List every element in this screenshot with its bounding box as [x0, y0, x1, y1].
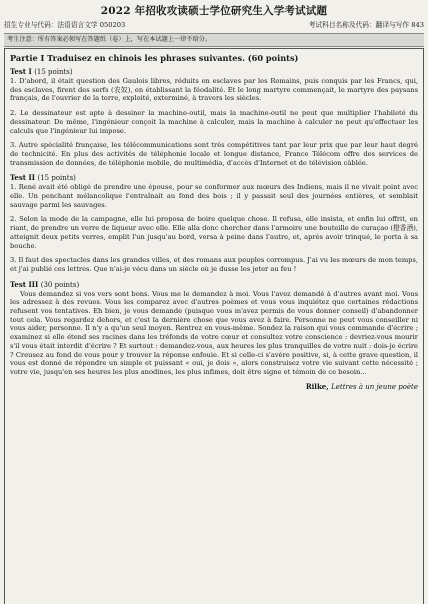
exam-meta [4, 19, 424, 29]
test-points: (15 points) [34, 68, 73, 76]
passage: 2. Le dessinateur est apte à dessiner la machine-outil, mais la machine-outil ne peut que multiplier l'habileté du dessinateur. De même, l'ingénieur conçoit la machine à calculer, mais la machine à calculer ne peut qu'effectuer les calculs que l'ingénieur lui impose. [10, 109, 418, 135]
test-heading [10, 280, 418, 290]
exam-title: 2022 年招收攻读硕士学位研究生入学考试试题 [100, 5, 328, 17]
passage: 3. Autre spécialité française, les télécommunications sont très compétitives tant par leur prix que par leur haut degré de technicité. En plus des activités de téléphonie locale et longue distance, France Télécom offre des services de transmission de données, de téléphonie mobile, de multimédia, d'accès d'Internet et de télévision câblée. [10, 141, 418, 167]
source-book: Lettres à un jeune poète [331, 382, 418, 391]
exam-content [4, 48, 424, 604]
subject-label: 考试科目名称及代码：翻译与写作 843 [308, 21, 424, 29]
test-heading [10, 173, 418, 183]
passage: 3. Il faut des spectacles dans les grandes villes, et des romans aux peuples corrompus. J'ai vu les mœurs de mon temps, et j'ai publié ces lettres. Que n'ai-je vécu dans un siècle où je dusse les jeter au feu ! [10, 256, 418, 273]
passage: 2. Selon la mode de la campagne, elle lui proposa de boire quelque chose. Il refusa, elle insista, et enfin lui offrit, en riant, de prendre un verre de liqueur avec elle. Elle alla donc chercher dans l'armoire une bouteille de curaçao (橙香酒), atteignit deux petits verres, emplit l'un jusqu'au bord, versa à peine dans l'autre, et, après avoir trinqué, le porta à sa bouche. [10, 215, 418, 250]
passage: 1. René avait été obligé de prendre une épouse, pour se conformer aux mœurs des Indiens, mais il ne vivait point avec elle. Un penchant mélancolique l'entraînait au fond des bois ; il y passait seul des journées entières, et semblait sauvage parmi les sauvages. [10, 183, 418, 209]
test-title: Test II [10, 173, 36, 183]
test-title: Test I [10, 67, 32, 76]
test-points: (15 points) [37, 174, 76, 183]
source-attribution [10, 383, 418, 392]
candidate-notice: 考生注意：所有答案必须写在答题纸（卷）上，写在本试题上一律不给分。 [4, 33, 424, 47]
source-author: Rilke, [305, 381, 329, 391]
part-title: Partie I Traduisez en chinois les phrases suivantes. (60 points) [10, 53, 299, 63]
test-title: Test III [10, 279, 39, 289]
passage: Vous demandez si vos vers sont bons. Vous me le demandez à moi. Vous l'avez demandé à d'autres avant moi. Vous les adressez à des revues. Vous les comparez avec d'autres poèmes et vous vous inquiétez que certaines rédactions refusent vos tentatives. Eh bien, je vous demande (puisque vous m'avez permis de vous donner conseil) d'abandonner tout cela. Vous regardez dehors, et c'est la dernière chose que vous avez à faire. Personne ne peut vous conseiller ni vous aider, personne. Il n'y a qu'un seul moyen. Rentrez en vous-même. Sondez la raison qui vous commande d'écrire ; examinez si elle étend ses racines dans les tréfonds de votre cœur et consultez votre conscience : devriez-vous mourir s'il vous était interdit d'écrire ? Et surtout : demandez-vous, aux heures les plus tranquilles de votre nuit : dois-je écrire ? Creusez au fond de vous pour y trouver la réponse enfouie. Et si celle-ci s'avère positive, si, à cette grave question, il vous est donné de répondre un simple et puissant « oui, je dois », alors construisez votre vie suivant cette nécessité ; votre vie, jusqu'en ses heures les plus anodines, les plus infimes, doit être signe et témoin de ce besoin... [10, 289, 418, 376]
passage: 1. D'abord, il était question des Gaulois libres, réduits en esclaves par les Romains, puis conquis par les Francs, qui, des esclaves, firent des serfs (农奴), en établissant la féodalité. Et le long martyre commençait, le martyre des paysans français, de l'ouvrier de la terre, exploité, exterminé, à travers les siècles. [10, 77, 418, 103]
test-heading [10, 67, 418, 77]
test-points: (30 points) [40, 280, 80, 289]
major-label: 招生专业与代码：法语语言文学 050203 [4, 21, 126, 29]
